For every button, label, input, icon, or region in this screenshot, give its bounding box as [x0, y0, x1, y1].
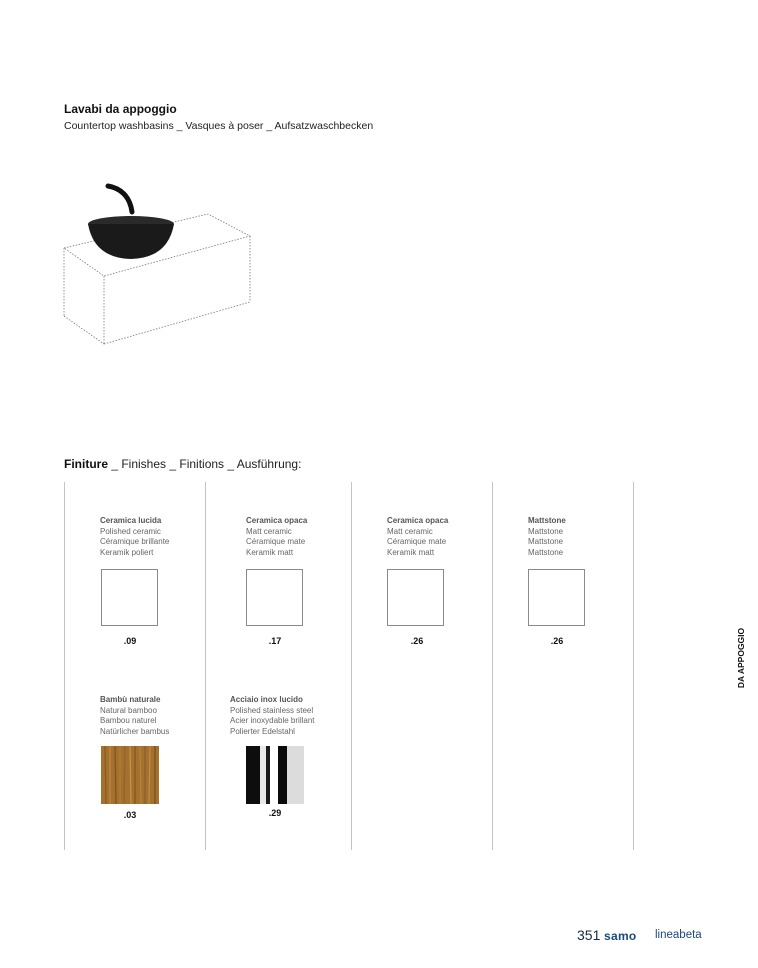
column-divider [64, 482, 65, 850]
washbasin-illustration [58, 176, 258, 352]
finish-item [387, 516, 517, 558]
finish-swatch [101, 569, 158, 626]
product-line: lineabeta [655, 929, 702, 941]
finish-code: .26 [550, 636, 564, 646]
finish-swatch [528, 569, 585, 626]
finish-name-en: Natural bamboo [100, 705, 157, 715]
finish-name: Ceramica opaca [387, 516, 449, 525]
finish-item [100, 695, 230, 737]
finish-name-de: Keramik matt [387, 547, 435, 557]
finish-item [528, 516, 658, 558]
finish-name: Acciaio inox lucido [230, 695, 303, 704]
finishes-title: Finiture _ Finishes _ Finitions _ Ausführung: [64, 457, 302, 471]
finish-name: Mattstone [528, 516, 566, 525]
page-title: Lavabi da appoggio [64, 102, 177, 116]
finish-swatch [387, 569, 444, 626]
finish-name-de: Mattstone [528, 547, 564, 557]
brand-logo: samo [604, 929, 637, 943]
page-subtitle: Countertop washbasins _ Vasques à poser _ Aufsatzwaschbecken [64, 120, 374, 132]
finish-name-en: Mattstone [528, 526, 564, 536]
steel-swatch [246, 746, 304, 804]
finish-name-fr: Céramique mate [387, 537, 447, 546]
page-number: 351 [577, 927, 601, 943]
finish-name-en: Polished ceramic [100, 526, 161, 536]
finish-name: Ceramica opaca [246, 516, 308, 525]
finish-name-de: Keramik poliert [100, 547, 154, 557]
bamboo-swatch [101, 746, 159, 804]
finish-name-fr: Acier inoxydable brillant [230, 716, 315, 725]
finish-item [230, 695, 360, 737]
finish-name-fr: Céramique mate [246, 537, 306, 546]
finish-name-en: Polished stainless steel [230, 705, 314, 715]
finish-name-fr: Bambou naturel [100, 716, 157, 725]
finish-code: .26 [410, 636, 424, 646]
side-label: DA APPOGGIO [736, 627, 746, 689]
finish-name-fr: Céramique brillante [100, 537, 170, 546]
finish-code: .03 [123, 810, 137, 820]
finish-name-de: Keramik matt [246, 547, 294, 557]
finish-code: .17 [268, 636, 282, 646]
finish-name-fr: Mattstone [528, 537, 564, 546]
finish-name-de: Polierter Edelstahl [230, 726, 295, 736]
finish-item [246, 516, 376, 558]
finish-name: Ceramica lucida [100, 516, 162, 525]
finish-code: .09 [123, 636, 137, 646]
finish-swatch [246, 569, 303, 626]
finish-name-de: Natürlicher bambus [100, 726, 170, 736]
finish-name: Bambù naturale [100, 695, 161, 704]
finish-code: .29 [268, 808, 282, 818]
finish-item [100, 516, 230, 558]
finish-name-en: Matt ceramic [387, 526, 433, 536]
finish-name-en: Matt ceramic [246, 526, 292, 536]
